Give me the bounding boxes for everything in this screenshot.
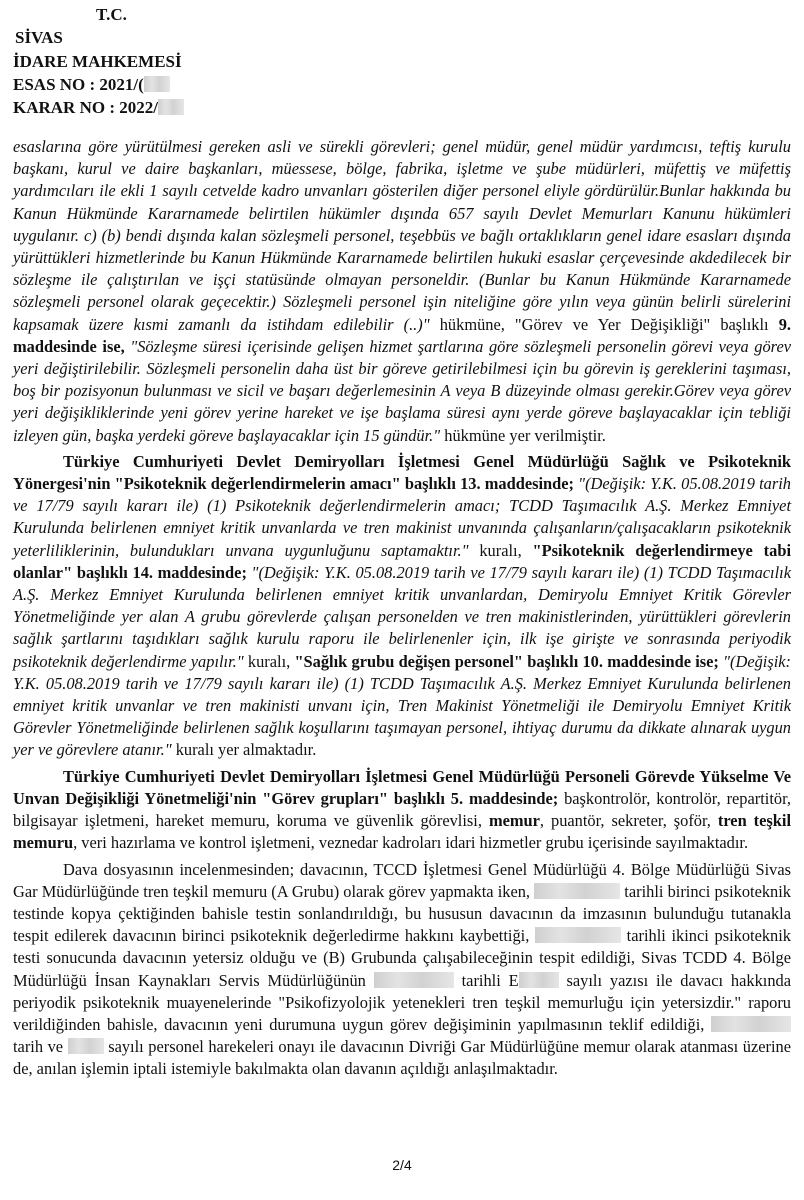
redaction (374, 972, 454, 988)
text: sayılı yazısı ile davacı hakkında periyodik psikoteknik muayenelerinde "Psikofizyolojik yetenekleri tren teşkil memurluğu için yetersizdir." raporu verildiğinden bahisle, davacının yeni durumuna uygun görev değişiminin yapılmasının teklif edildiği, (13, 970, 791, 1034)
bold-text: 9. maddesinde ise, (13, 314, 791, 356)
text: sayılı personel harekeleri onayı ile davacının Divriği Gar Müdürlüğüne memur olarak atanması üzerine de, anılan işlemin iptali istemiyle bakılmakta olan davanın açıldığı anlaşılmaktadır. (13, 1037, 792, 1079)
redaction (711, 1016, 791, 1032)
redaction (519, 972, 559, 988)
text: başkontrolör, kontrolör, repartitör, bilgisayar işletmeni, hareket memuru, koruma ve güvenlik görevlisi, (13, 788, 791, 831)
esas-no-label: ESAS NO : 2021/( (13, 75, 144, 94)
quoted-text: "(Değişik: Y.K. 05.08.2019 tarih ve 17/79 sayılı kararı ile) (1) Psikoteknik değerlendirmelerin amacı; TCDD Taşımacılık A.Ş. Merkez Emniyet Kurulunda belirlenen emniyet kritik unvanlarda ve tren makinist unvanında çalışanların/çalışacakların psikoteknik yeterliliklerinin, bulundukları unvana uygunluğunu saptamaktır." (13, 474, 791, 560)
quoted-text: "(Değişik: Y.K. 05.08.2019 tarih ve 17/79 sayılı kararı ile) (1) TCDD Taşımacılık A.Ş. Merkez Emniyet Kurulunda belirlenen emniyet kritik unvanlardan, Demiryolu Emniyet Kritik Görevler Yönetmeliğinde yer alan A grubu görevlerde çalışan personelden ve tren makinistlerinden, yürüttükleri görevlerin sağlık şartlarını taşıdıkları sağlık kurulu raporu ile belirlenenler için, ilk işe girişte ve sonrasında periyodik psikoteknik değerlendirme yapılır." (13, 562, 791, 671)
text: tarihli E (453, 970, 519, 990)
document-body (13, 136, 791, 1081)
bold-text: "Sağlık grubu değişen personel" başlıklı 10. maddesinde ise; (294, 651, 719, 671)
header-tc: T.C. (96, 5, 127, 24)
paragraph-4 (13, 859, 791, 1081)
karar-no-label: KARAR NO : 2022/ (13, 98, 158, 117)
text: hükmüne, "Görev ve Yer Değişikliği" başlıklı (429, 314, 779, 334)
bold-text: Türkiye Cumhuriyeti Devlet Demiryolları İşletmesi Genel Müdürlüğü Sağlık ve Psikoteknik Yönergesi'nin "Psikoteknik değerlendirmelerin amacı" başlıklı 13. maddesinde; (13, 451, 791, 494)
text: kuralı, (243, 651, 295, 671)
redaction (68, 1038, 104, 1054)
bold-text: tren teşkil memuru (13, 811, 792, 853)
text: hükmüne yer verilmiştir. (440, 425, 606, 445)
quoted-text: "Sözleşme süresi içerisinde gelişen hizmet şartlarına göre sözleşmeli personelin görevi veya görev yeri değiştirilebilir. Sözleşmeli personelin daha üst bir göreve getirilebilmesi için bu görevin iş gereklerini taşıması, boş bir pozisyonun bulunması ve sicil ve başarı değerlemesinin A veya B düzeyinde olması gerekir.Görev veya görev yeri değişikliklerinde yeni görev yerine hareket ve işe başlama süresi aynı yerde göreve başlayacaklar için tebliği izleyen gün, başka yerdeki göreve başlayacaklar için 15 gündür." (13, 336, 791, 445)
header-court: İDARE MAHKEMESİ (13, 52, 182, 71)
text: kuralı, (468, 540, 533, 560)
paragraph-2 (13, 451, 791, 762)
text: , veri hazırlama ve kontrol işletmeni, veznedar kadroları idari hizmetler grubu içerisinde sayılmaktadır. (73, 833, 749, 853)
redaction (534, 883, 620, 899)
esas-no (13, 75, 170, 95)
redaction (158, 99, 184, 115)
bold-text: Türkiye Cumhuriyeti Devlet Demiryolları İşletmesi Genel Müdürlüğü Personeli Görevde Yükselme Ve Unvan Değişikliği Yönetmeliği'nin "Görev grupları" başlıklı 5. maddesinde; (13, 766, 791, 808)
redaction (144, 76, 170, 92)
quoted-text: esaslarına göre yürütülmesi gereken asli ve sürekli görevleri; genel müdür, genel müdür yardımcısı, teftiş kurulu başkanı, kurul ve daire başkanları, müessese, bölge, fabrika, işletme ve şube müdürleri, müfettiş ve müfettiş yardımcıları ile ekli 1 sayılı cetvelde kadro unvanları gösterilen diğer personel eliyle gördürülür.Bunlar hakkında bu Kanun Hükmünde Kararnamede belirtilen hükümler dışında 657 sayılı Devlet Memurları Kanunu hükümleri uygulanır. c) (b) bendi dışında kalan sözleşmeli personel, teşebbüs ve bağlı ortaklıkların genel idare esasları dışında yürüttükleri hizmetlerinde bu Kanun Hükmünde Kararnamede belirtilen hukuki esaslar çerçevesinde akdedilecek bir sözleşme ile çalıştırılan ve işçi statüsünde olmayan personeldir. (Bunlar bu Kanun Hükmünde Kararnamede sözleşmeli personel olarak geçecektir.) Sözleşmeli personel işin niteliğine göre yılın veya günün belirli sürelerini kapsamak üzere kısmi zamanlı da istihdam edilebilir (..)" (13, 137, 791, 334)
page-number: 2/4 (392, 1157, 412, 1173)
bold-text: memur (488, 811, 540, 831)
text: , puantör, sekreter, şoför, (539, 811, 718, 831)
text: tarih ve (13, 1037, 68, 1057)
text: kuralı yer almaktadır. (171, 740, 317, 760)
karar-no (13, 98, 184, 118)
text: tarihli birinci psikoteknik testinde kopya çektiğinden bahisle testin sonlandırıldığı, bu hususun davacının da imzasının bulunduğu tutanakla tespit edilerek davacının birinci psikoteknik değerledirme hakkını kaybettiği, (13, 881, 791, 946)
quoted-text: "(Değişik: Y.K. 05.08.2019 tarih ve 17/79 sayılı kararı ile) (1) TCDD Taşımacılık A.Ş. Merkez Emniyet Kurulunda belirlenen emniyet kritik unvanlar ve tren makinisti unvanı için, Tren Makinist Yönetmeliği ile Demiryolu Emniyet Kritik Görevler Yönetmeliğinde belirlenen sağlık koşullarını taşımayan personel, ihtiyaç durumu da dikkate alınarak uygun yer ve görevlere atanır." (13, 651, 792, 760)
text: tarihli ikinci psikoteknik testi sonucunda davacının yetersiz olduğu ve (B) Grubunda çalışabileceğinin tespit edildiği, Sivas TCDD 4. Bölge Müdürlüğü İnsan Kaynakları Servis Müdürlüğünün (13, 926, 791, 990)
bold-text: "Psikoteknik değerlendirmeye tabi olanlar" başlıklı 14. maddesinde; (13, 540, 792, 582)
text: Dava dosyasının incelenmesinden; davacının, TCCD İşletmesi Genel Müdürlüğü 4. Bölge Müdürlüğü Sivas Gar Müdürlüğünde tren teşkil memuru (A Grubu) olarak görev yapmakta iken, (13, 859, 791, 901)
redaction (535, 927, 621, 943)
header-city: SİVAS (15, 28, 63, 47)
paragraph-3 (13, 766, 791, 855)
paragraph-1 (13, 136, 791, 447)
